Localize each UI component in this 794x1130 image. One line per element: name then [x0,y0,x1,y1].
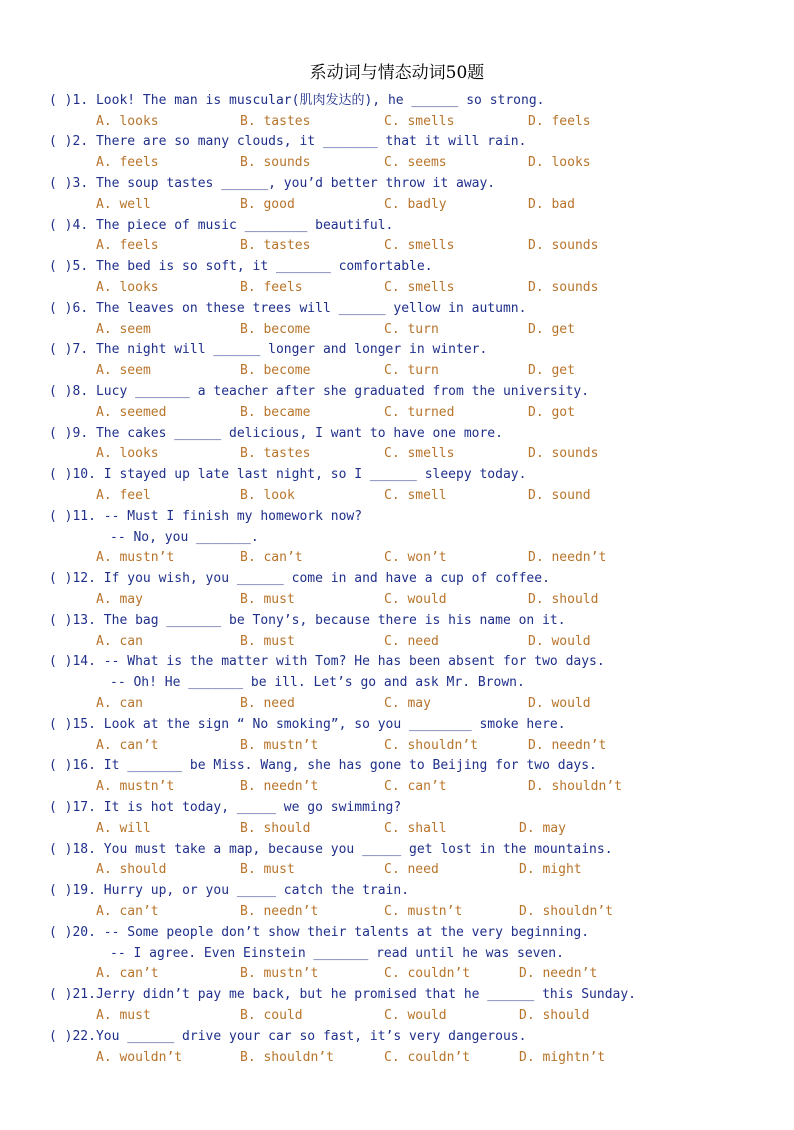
option-c[interactable]: C. would [384,592,447,607]
option-a[interactable]: A. must [96,1008,151,1023]
options-row [96,862,736,878]
question-number: 9 [72,426,81,441]
question-text-continued: -- No, you _______. [110,530,259,545]
option-a[interactable]: A. may [96,592,143,607]
option-a[interactable]: A. mustn’t [96,550,175,565]
option-a[interactable]: A. can’t [96,738,159,753]
option-c[interactable]: C. smells [384,280,455,295]
option-a[interactable]: A. seemed [96,405,167,420]
option-c[interactable]: C. would [384,1008,447,1023]
option-b[interactable]: B. tastes [240,446,311,461]
question-number: 7 [72,342,81,357]
question-text: You ______ drive your car so fast, it’s very dangerous. [95,1029,527,1044]
option-b[interactable]: B. needn’t [240,779,319,794]
question-3: ( )3. The soup tastes ______, you’d better throw it away. [49,176,496,191]
option-c[interactable]: C. smells [384,446,455,461]
option-d[interactable]: D. needn’t [528,550,607,565]
option-c[interactable]: C. couldn’t [384,966,471,981]
worksheet-title: 系动词与情态动词50题 [309,63,485,83]
question-text: -- Must I finish my homework now? [103,509,363,524]
option-c[interactable]: C. turn [384,363,439,378]
option-c[interactable]: C. need [384,862,439,877]
option-b[interactable]: B. became [240,405,311,420]
question-text: The bed is so soft, it _______ comfortable. [95,259,433,274]
question-text: Hurry up, or you _____ catch the train. [103,883,410,898]
question-text: Look at the sign “ No smoking”, so you ________ smoke here. [103,717,566,732]
option-b[interactable]: B. feels [240,280,303,295]
question-text: -- What is the matter with Tom? He has been absent for two days. [103,654,605,669]
options-row [96,488,736,504]
option-a[interactable]: A. mustn’t [96,779,175,794]
options-row [96,634,736,650]
option-a[interactable]: A. can’t [96,904,159,919]
question-19: ( )19. Hurry up, or you _____ catch the train. [49,883,410,898]
option-b[interactable]: B. needn’t [240,904,319,919]
option-c[interactable]: C. smells [384,114,455,129]
question-2: ( )2. There are so many clouds, it _______ that it will rain. [49,134,527,149]
question-number: 22 [72,1029,89,1044]
question-text: The piece of music ________ beautiful. [95,218,394,233]
option-d[interactable]: D. sounds [528,280,599,295]
options-row [96,405,736,421]
option-d[interactable]: D. should [528,592,599,607]
question-text: Jerry didn’t pay me back, but he promised that he ______ this Sunday. [95,987,637,1002]
option-d[interactable]: D. may [519,821,566,836]
option-d[interactable]: D. get [528,322,575,337]
option-b[interactable]: B. become [240,363,311,378]
question-number: 16 [72,758,89,773]
option-c[interactable]: C. turned [384,405,455,420]
question-text: I stayed up late last night, so I ______ sleepy today. [103,467,527,482]
question-text: Look! The man is muscular(肌肉发达的), he ______ so strong. [95,93,545,108]
question-6: ( )6. The leaves on these trees will ______ yellow in autumn. [49,301,527,316]
question-9: ( )9. The cakes ______ delicious, I want to have one more. [49,426,503,441]
option-d[interactable]: D. needn’t [519,966,598,981]
options-row [96,966,736,982]
option-c[interactable]: C. smells [384,238,455,253]
question-18: ( )18. You must take a map, because you _____ get lost in the mountains. [49,842,613,857]
option-a[interactable]: A. looks [96,446,159,461]
option-d[interactable]: D. would [528,696,591,711]
option-c[interactable]: C. smell [384,488,447,503]
option-a[interactable]: A. should [96,862,167,877]
options-row [96,592,736,608]
options-row [96,114,736,130]
question-number: 19 [72,883,89,898]
option-d[interactable]: D. sound [528,488,591,503]
option-c[interactable]: C. need [384,634,439,649]
option-d[interactable]: D. might [519,862,582,877]
option-d[interactable]: D. mightn’t [519,1050,606,1065]
option-c[interactable]: C. can’t [384,779,447,794]
question-text: You must take a map, because you _____ get lost in the mountains. [103,842,613,857]
option-d[interactable]: D. bad [528,197,575,212]
question-number: 2 [72,134,81,149]
options-row [96,550,736,566]
option-d[interactable]: D. got [528,405,575,420]
question-10: ( )10. I stayed up late last night, so I ______ sleepy today. [49,467,527,482]
option-a[interactable]: A. seem [96,363,151,378]
option-c[interactable]: C. turn [384,322,439,337]
question-text: It _______ be Miss. Wang, she has gone to Beijing for two days. [103,758,597,773]
option-b[interactable]: B. could [240,1008,303,1023]
question-number: 17 [72,800,89,815]
options-row [96,821,736,837]
question-21: ( )21.Jerry didn’t pay me back, but he promised that he ______ this Sunday. [49,987,637,1002]
option-b[interactable]: B. need [240,696,295,711]
option-b[interactable]: B. good [240,197,295,212]
option-b[interactable]: B. mustn’t [240,966,319,981]
option-b[interactable]: B. become [240,322,311,337]
question-text: The soup tastes ______, you’d better throw it away. [95,176,496,191]
option-d[interactable]: D. looks [528,155,591,170]
question-text: Lucy _______ a teacher after she graduated from the university. [95,384,590,399]
question-11: ( )11. -- Must I finish my homework now? [49,509,363,524]
question-number: 20 [72,925,89,940]
option-d[interactable]: D. sounds [528,446,599,461]
question-number: 18 [72,842,89,857]
question-number: 10 [72,467,89,482]
question-text-continued: -- I agree. Even Einstein _______ read until he was seven. [110,946,564,961]
question-number: 14 [72,654,89,669]
option-c[interactable]: C. won’t [384,550,447,565]
options-row [96,446,736,462]
option-a[interactable]: A. feels [96,155,159,170]
options-row [96,363,736,379]
option-a[interactable]: A. can [96,696,143,711]
question-20: ( )20. -- Some people don’t show their talents at the very beginning. [49,925,590,940]
question-5: ( )5. The bed is so soft, it _______ comfortable. [49,259,433,274]
question-16: ( )16. It _______ be Miss. Wang, she has gone to Beijing for two days. [49,758,597,773]
options-row [96,1008,736,1024]
question-number: 12 [72,571,89,586]
option-a[interactable]: A. feels [96,238,159,253]
question-number: 21 [72,987,89,1002]
options-row [96,322,736,338]
option-d[interactable]: D. should [519,1008,590,1023]
question-14: ( )14. -- What is the matter with Tom? He has been absent for two days. [49,654,605,669]
question-text-continued: -- Oh! He _______ be ill. Let’s go and ask Mr. Brown. [110,675,525,690]
option-d[interactable]: D. get [528,363,575,378]
option-a[interactable]: A. feel [96,488,151,503]
option-d[interactable]: D. sounds [528,238,599,253]
question-number: 5 [72,259,81,274]
options-row [96,197,736,213]
question-number: 1 [72,93,81,108]
option-b[interactable]: B. tastes [240,238,311,253]
question-number: 3 [72,176,81,191]
option-a[interactable]: A. can [96,634,143,649]
options-row [96,155,736,171]
option-d[interactable]: D. shouldn’t [528,779,622,794]
option-b[interactable]: B. shouldn’t [240,1050,334,1065]
question-number: 4 [72,218,81,233]
options-row [96,1050,736,1066]
option-d[interactable]: D. shouldn’t [519,904,613,919]
question-text: The cakes ______ delicious, I want to have one more. [95,426,503,441]
question-number: 15 [72,717,89,732]
options-row [96,238,736,254]
option-c[interactable]: C. badly [384,197,447,212]
option-b[interactable]: B. must [240,862,295,877]
options-row [96,738,736,754]
question-17: ( )17. It is hot today, _____ we go swimming? [49,800,402,815]
question-13: ( )13. The bag _______ be Tony’s, because there is his name on it. [49,613,566,628]
question-number: 8 [72,384,81,399]
question-number: 11 [72,509,89,524]
option-b[interactable]: B. can’t [240,550,303,565]
option-b[interactable]: B. must [240,634,295,649]
option-c[interactable]: C. shall [384,821,447,836]
option-c[interactable]: C. couldn’t [384,1050,471,1065]
question-text: The night will ______ longer and longer in winter. [95,342,488,357]
options-row [96,779,736,795]
option-d[interactable]: D. feels [528,114,591,129]
question-number: 13 [72,613,89,628]
question-text: -- Some people don’t show their talents at the very beginning. [103,925,590,940]
option-b[interactable]: B. tastes [240,114,311,129]
option-a[interactable]: A. well [96,197,151,212]
option-a[interactable]: A. looks [96,280,159,295]
option-b[interactable]: B. must [240,592,295,607]
option-a[interactable]: A. wouldn’t [96,1050,183,1065]
option-c[interactable]: C. seems [384,155,447,170]
option-b[interactable]: B. mustn’t [240,738,319,753]
question-22: ( )22.You ______ drive your car so fast, it’s very dangerous. [49,1029,527,1044]
option-b[interactable]: B. sounds [240,155,311,170]
option-a[interactable]: A. looks [96,114,159,129]
question-text: There are so many clouds, it _______ that it will rain. [95,134,527,149]
question-7: ( )7. The night will ______ longer and longer in winter. [49,342,488,357]
question-8: ( )8. Lucy _______ a teacher after she graduated from the university. [49,384,590,399]
question-text: The bag _______ be Tony’s, because there is his name on it. [103,613,566,628]
option-c[interactable]: C. mustn’t [384,904,463,919]
option-a[interactable]: A. can’t [96,966,159,981]
options-row [96,904,736,920]
option-b[interactable]: B. should [240,821,311,836]
question-4: ( )4. The piece of music ________ beautiful. [49,218,394,233]
option-c[interactable]: C. shouldn’t [384,738,478,753]
option-a[interactable]: A. seem [96,322,151,337]
option-b[interactable]: B. look [240,488,295,503]
question-12: ( )12. If you wish, you ______ come in and have a cup of coffee. [49,571,550,586]
question-text: It is hot today, _____ we go swimming? [103,800,402,815]
option-a[interactable]: A. will [96,821,151,836]
question-number: 6 [72,301,81,316]
question-text: The leaves on these trees will ______ yellow in autumn. [95,301,527,316]
option-c[interactable]: C. may [384,696,431,711]
option-d[interactable]: D. would [528,634,591,649]
options-row [96,696,736,712]
question-15: ( )15. Look at the sign “ No smoking”, so you ________ smoke here. [49,717,566,732]
option-d[interactable]: D. needn’t [528,738,607,753]
question-text: If you wish, you ______ come in and have a cup of coffee. [103,571,550,586]
options-row [96,280,736,296]
question-1: ( )1. Look! The man is muscular(肌肉发达的), he ______ so strong. [49,93,545,108]
